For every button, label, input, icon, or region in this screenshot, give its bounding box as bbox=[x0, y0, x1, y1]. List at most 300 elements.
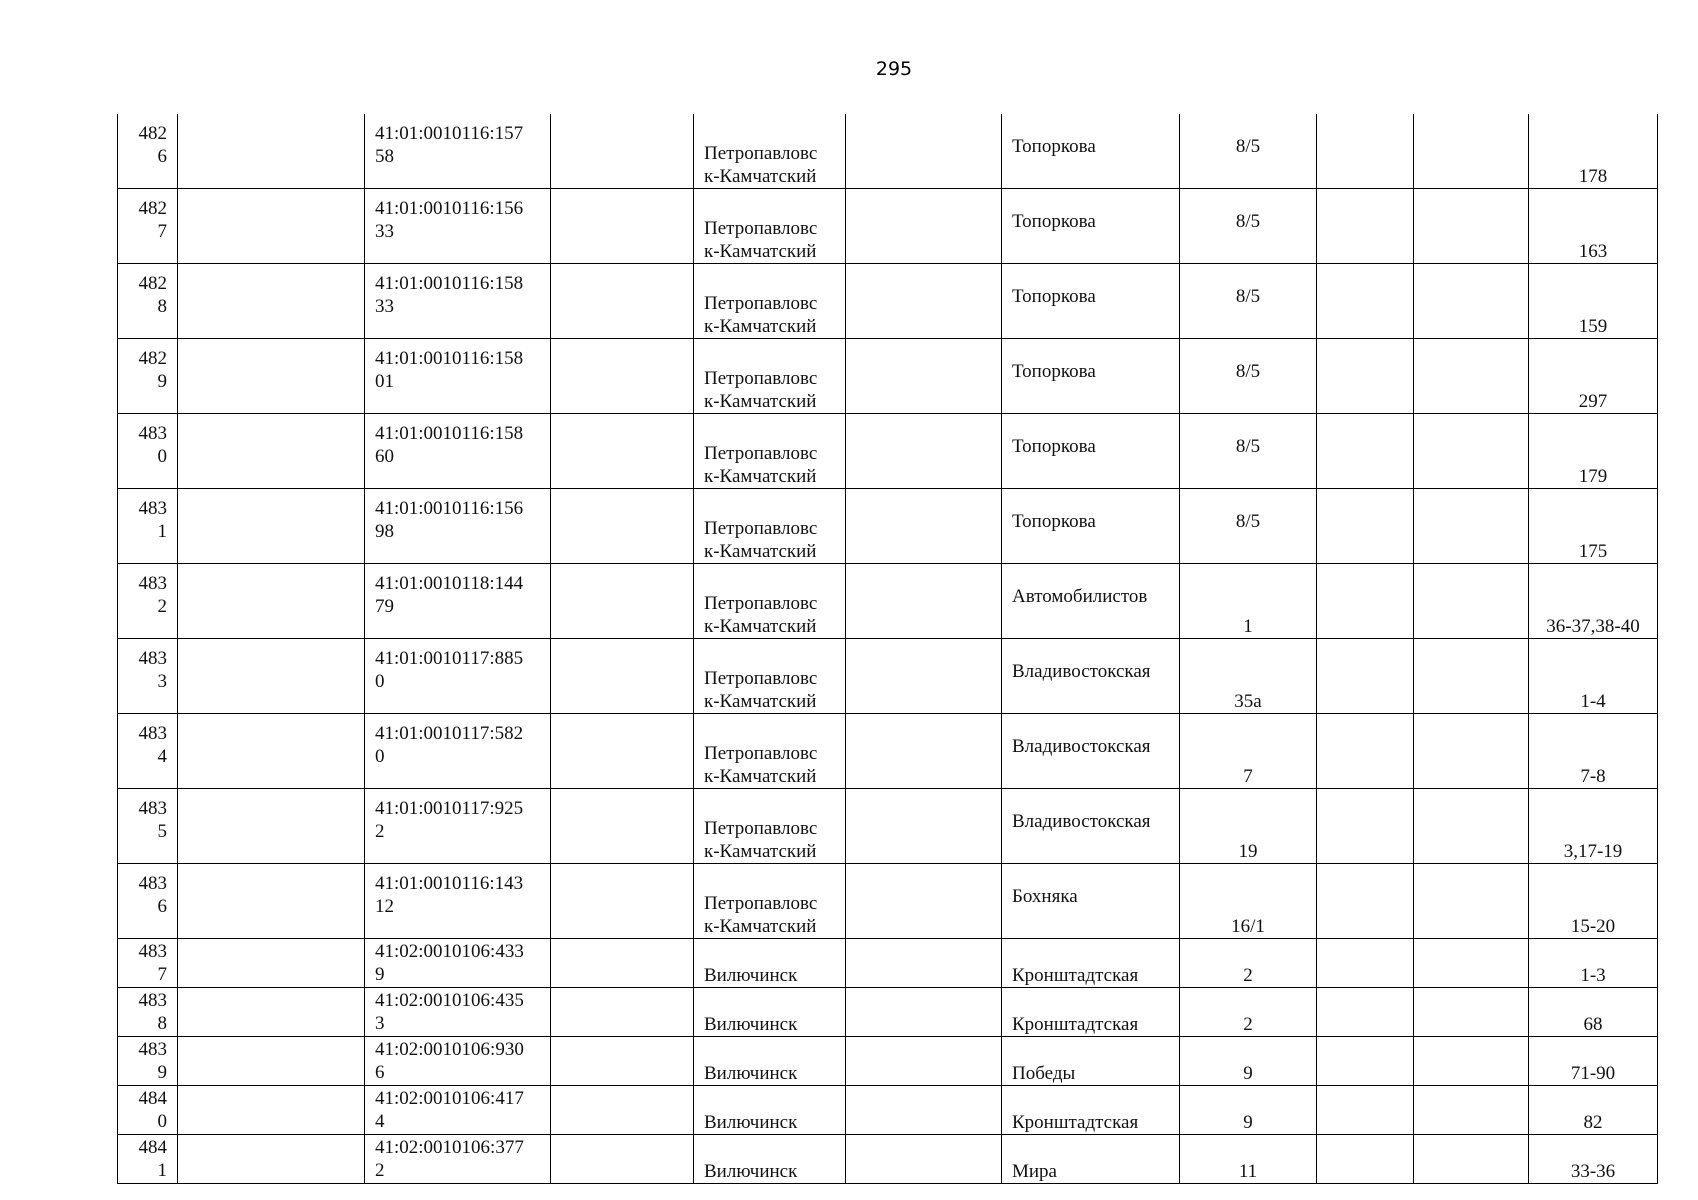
empty-cell bbox=[1317, 639, 1414, 714]
street-cell bbox=[1002, 639, 1180, 714]
row-number-cell bbox=[118, 714, 178, 789]
row-number-line: 1 bbox=[157, 1160, 167, 1181]
empty-cell bbox=[178, 1086, 365, 1135]
street-text: Топоркова bbox=[1012, 285, 1096, 307]
city-line: к-Камчатский bbox=[704, 391, 817, 412]
empty-cell bbox=[178, 489, 365, 564]
apartment-text: 68 bbox=[1583, 1014, 1603, 1035]
city-line: Петропавловс bbox=[704, 893, 818, 914]
street-cell bbox=[1002, 714, 1180, 789]
house-text: 8/5 bbox=[1235, 510, 1261, 532]
city-cell bbox=[694, 564, 846, 639]
city-line: Петропавловс bbox=[704, 368, 818, 389]
row-number-line: 9 bbox=[157, 1062, 167, 1083]
row-number-cell bbox=[118, 864, 178, 939]
apartment-text: 3,17-19 bbox=[1563, 841, 1623, 862]
city-cell bbox=[694, 189, 846, 264]
street-text: Кронштадтская bbox=[1012, 1014, 1139, 1035]
cadastral-number-cell bbox=[365, 714, 551, 789]
empty-cell bbox=[846, 564, 1002, 639]
row-number-cell bbox=[118, 189, 178, 264]
empty-cell bbox=[1317, 414, 1414, 489]
apartment-cell bbox=[1529, 189, 1658, 264]
apartment-cell bbox=[1529, 339, 1658, 414]
street-text: Владивостокская bbox=[1012, 660, 1151, 682]
empty-cell bbox=[178, 414, 365, 489]
table-row bbox=[118, 1086, 1658, 1135]
empty-cell bbox=[551, 114, 694, 189]
row-number-line: 482 bbox=[138, 273, 167, 294]
street-text: Кронштадтская bbox=[1012, 965, 1139, 986]
table-row bbox=[118, 639, 1658, 714]
empty-cell bbox=[1414, 939, 1529, 988]
empty-cell bbox=[551, 789, 694, 864]
house-text: 2 bbox=[1243, 965, 1253, 986]
row-number-line: 7 bbox=[157, 964, 167, 985]
row-number-cell bbox=[118, 1135, 178, 1184]
city-cell bbox=[694, 1086, 846, 1135]
cadastral-number-line: 41:02:0010106:435 bbox=[375, 990, 524, 1011]
cadastral-number-line: 98 bbox=[375, 521, 394, 542]
row-number-cell bbox=[118, 339, 178, 414]
empty-cell bbox=[1414, 114, 1529, 189]
apartment-cell bbox=[1529, 1037, 1658, 1086]
cadastral-number-cell bbox=[365, 1037, 551, 1086]
city-cell bbox=[694, 714, 846, 789]
row-number-line: 2 bbox=[157, 596, 167, 617]
street-cell bbox=[1002, 1135, 1180, 1184]
empty-cell bbox=[1414, 714, 1529, 789]
row-number-line: 483 bbox=[138, 941, 167, 962]
house-cell bbox=[1180, 939, 1317, 988]
city-cell bbox=[694, 789, 846, 864]
row-number-line: 8 bbox=[157, 296, 167, 317]
empty-cell bbox=[551, 264, 694, 339]
row-number-line: 9 bbox=[157, 371, 167, 392]
cadastral-number-line: 6 bbox=[375, 1062, 385, 1083]
city-line: Петропавловс bbox=[704, 743, 818, 764]
city-cell bbox=[694, 864, 846, 939]
house-text: 8/5 bbox=[1235, 360, 1261, 382]
city-line: Петропавловс bbox=[704, 218, 818, 239]
city-line: к-Камчатский bbox=[704, 166, 817, 187]
apartment-cell bbox=[1529, 1135, 1658, 1184]
house-cell bbox=[1180, 564, 1317, 639]
row-number-line: 7 bbox=[157, 221, 167, 242]
street-text: Мира bbox=[1012, 1161, 1057, 1182]
cadastral-number-cell bbox=[365, 639, 551, 714]
row-number-cell bbox=[118, 564, 178, 639]
city-line: к-Камчатский bbox=[704, 916, 817, 937]
apartment-text: 36-37,38-40 bbox=[1546, 616, 1640, 637]
registry-table bbox=[117, 114, 1658, 1184]
city-line: Петропавловс bbox=[704, 293, 818, 314]
row-number-line: 483 bbox=[138, 723, 167, 744]
cadastral-number-line: 41:01:0010117:582 bbox=[375, 723, 524, 744]
apartment-cell bbox=[1529, 1086, 1658, 1135]
cadastral-number-cell bbox=[365, 564, 551, 639]
apartment-text: 15-20 bbox=[1570, 916, 1616, 937]
cadastral-number-cell bbox=[365, 339, 551, 414]
street-cell bbox=[1002, 1037, 1180, 1086]
row-number-line: 1 bbox=[157, 521, 167, 542]
empty-cell bbox=[178, 1037, 365, 1086]
city-cell bbox=[694, 489, 846, 564]
house-cell bbox=[1180, 264, 1317, 339]
street-cell bbox=[1002, 1086, 1180, 1135]
empty-cell bbox=[178, 264, 365, 339]
empty-cell bbox=[178, 714, 365, 789]
row-number-cell bbox=[118, 414, 178, 489]
empty-cell bbox=[551, 564, 694, 639]
empty-cell bbox=[551, 189, 694, 264]
empty-cell bbox=[1414, 414, 1529, 489]
city-line: Вилючинск bbox=[704, 1161, 798, 1182]
city-line: к-Камчатский bbox=[704, 316, 817, 337]
apartment-text: 175 bbox=[1578, 541, 1608, 562]
house-text: 11 bbox=[1238, 1161, 1258, 1182]
row-number-line: 5 bbox=[157, 821, 167, 842]
empty-cell bbox=[551, 489, 694, 564]
apartment-text: 179 bbox=[1578, 466, 1608, 487]
row-number-line: 483 bbox=[138, 498, 167, 519]
city-cell bbox=[694, 1135, 846, 1184]
city-line: Петропавловс bbox=[704, 443, 818, 464]
table-row bbox=[118, 564, 1658, 639]
cadastral-number-line: 9 bbox=[375, 964, 385, 985]
row-number-cell bbox=[118, 1037, 178, 1086]
street-cell bbox=[1002, 864, 1180, 939]
table-row bbox=[118, 114, 1658, 189]
city-line: Вилючинск bbox=[704, 1063, 798, 1084]
city-line: к-Камчатский bbox=[704, 766, 817, 787]
city-line: Петропавловс bbox=[704, 143, 818, 164]
cadastral-number-cell bbox=[365, 1086, 551, 1135]
cadastral-number-line: 2 bbox=[375, 1160, 385, 1181]
row-number-cell bbox=[118, 1086, 178, 1135]
house-cell bbox=[1180, 1135, 1317, 1184]
street-text: Владивостокская bbox=[1012, 810, 1151, 832]
house-cell bbox=[1180, 988, 1317, 1037]
street-cell bbox=[1002, 789, 1180, 864]
empty-cell bbox=[846, 489, 1002, 564]
empty-cell bbox=[1414, 1086, 1529, 1135]
house-cell bbox=[1180, 189, 1317, 264]
cadastral-number-line: 41:01:0010117:885 bbox=[375, 648, 524, 669]
house-cell bbox=[1180, 639, 1317, 714]
house-text: 8/5 bbox=[1235, 135, 1261, 157]
empty-cell bbox=[846, 939, 1002, 988]
row-number-line: 483 bbox=[138, 1039, 167, 1060]
cadastral-number-line: 4 bbox=[375, 1111, 385, 1132]
empty-cell bbox=[1317, 189, 1414, 264]
empty-cell bbox=[846, 714, 1002, 789]
empty-cell bbox=[846, 1037, 1002, 1086]
empty-cell bbox=[1414, 639, 1529, 714]
empty-cell bbox=[178, 564, 365, 639]
cadastral-number-line: 0 bbox=[375, 746, 385, 767]
cadastral-number-line: 60 bbox=[375, 446, 394, 467]
row-number-line: 6 bbox=[157, 146, 167, 167]
city-line: Петропавловс bbox=[704, 818, 818, 839]
empty-cell bbox=[551, 864, 694, 939]
cadastral-number-line: 41:01:0010117:925 bbox=[375, 798, 524, 819]
cadastral-number-line: 41:01:0010116:157 bbox=[375, 123, 524, 144]
house-cell bbox=[1180, 1086, 1317, 1135]
city-line: Петропавловс bbox=[704, 518, 818, 539]
house-text: 19 bbox=[1238, 841, 1258, 862]
cadastral-number-cell bbox=[365, 189, 551, 264]
row-number-line: 0 bbox=[157, 446, 167, 467]
apartment-text: 82 bbox=[1583, 1112, 1603, 1133]
empty-cell bbox=[1317, 1086, 1414, 1135]
apartment-text: 163 bbox=[1578, 241, 1608, 262]
empty-cell bbox=[846, 789, 1002, 864]
empty-cell bbox=[1414, 564, 1529, 639]
apartment-text: 297 bbox=[1578, 391, 1608, 412]
empty-cell bbox=[551, 1135, 694, 1184]
street-cell bbox=[1002, 939, 1180, 988]
row-number-line: 0 bbox=[157, 1111, 167, 1132]
house-cell bbox=[1180, 114, 1317, 189]
empty-cell bbox=[1317, 939, 1414, 988]
table-row bbox=[118, 789, 1658, 864]
empty-cell bbox=[178, 939, 365, 988]
empty-cell bbox=[1317, 1037, 1414, 1086]
apartment-cell bbox=[1529, 939, 1658, 988]
empty-cell bbox=[1414, 189, 1529, 264]
house-cell bbox=[1180, 339, 1317, 414]
row-number-line: 3 bbox=[157, 671, 167, 692]
street-text: Автомобилистов bbox=[1012, 585, 1148, 607]
empty-cell bbox=[551, 939, 694, 988]
cadastral-number-line: 41:01:0010116:158 bbox=[375, 348, 524, 369]
cadastral-number-line: 33 bbox=[375, 221, 394, 242]
city-cell bbox=[694, 639, 846, 714]
empty-cell bbox=[1414, 1037, 1529, 1086]
city-line: к-Камчатский bbox=[704, 541, 817, 562]
empty-cell bbox=[846, 1086, 1002, 1135]
street-cell bbox=[1002, 339, 1180, 414]
row-number-cell bbox=[118, 639, 178, 714]
table-row bbox=[118, 1135, 1658, 1184]
city-line: Вилючинск bbox=[704, 965, 798, 986]
house-cell bbox=[1180, 489, 1317, 564]
row-number-cell bbox=[118, 988, 178, 1037]
cadastral-number-line: 41:02:0010106:433 bbox=[375, 941, 524, 962]
cadastral-number-line: 01 bbox=[375, 371, 394, 392]
apartment-cell bbox=[1529, 264, 1658, 339]
empty-cell bbox=[178, 339, 365, 414]
cadastral-number-cell bbox=[365, 264, 551, 339]
empty-cell bbox=[1414, 789, 1529, 864]
row-number-cell bbox=[118, 264, 178, 339]
street-text: Топоркова bbox=[1012, 210, 1096, 232]
cadastral-number-line: 41:02:0010106:377 bbox=[375, 1137, 524, 1158]
row-number-line: 484 bbox=[138, 1137, 167, 1158]
city-cell bbox=[694, 939, 846, 988]
city-cell bbox=[694, 988, 846, 1037]
street-cell bbox=[1002, 489, 1180, 564]
empty-cell bbox=[178, 1135, 365, 1184]
city-cell bbox=[694, 264, 846, 339]
empty-cell bbox=[1414, 988, 1529, 1037]
apartment-text: 33-36 bbox=[1570, 1161, 1616, 1182]
house-text: 2 bbox=[1243, 1014, 1253, 1035]
row-number-line: 482 bbox=[138, 348, 167, 369]
apartment-cell bbox=[1529, 988, 1658, 1037]
cadastral-number-cell bbox=[365, 489, 551, 564]
street-cell bbox=[1002, 564, 1180, 639]
street-text: Победы bbox=[1012, 1063, 1076, 1084]
apartment-cell bbox=[1529, 114, 1658, 189]
apartment-text: 7-8 bbox=[1580, 766, 1606, 787]
table-row bbox=[118, 988, 1658, 1037]
table-row bbox=[118, 1037, 1658, 1086]
house-text: 16/1 bbox=[1231, 916, 1265, 937]
row-number-line: 483 bbox=[138, 573, 167, 594]
street-cell bbox=[1002, 189, 1180, 264]
cadastral-number-line: 79 bbox=[375, 596, 394, 617]
row-number-line: 6 bbox=[157, 896, 167, 917]
city-cell bbox=[694, 414, 846, 489]
empty-cell bbox=[178, 639, 365, 714]
cadastral-number-line: 3 bbox=[375, 1013, 385, 1034]
city-line: к-Камчатский bbox=[704, 466, 817, 487]
empty-cell bbox=[846, 264, 1002, 339]
table-row bbox=[118, 939, 1658, 988]
city-cell bbox=[694, 1037, 846, 1086]
apartment-cell bbox=[1529, 864, 1658, 939]
empty-cell bbox=[178, 988, 365, 1037]
cadastral-number-cell bbox=[365, 864, 551, 939]
street-text: Топоркова bbox=[1012, 135, 1096, 157]
empty-cell bbox=[846, 639, 1002, 714]
row-number-line: 483 bbox=[138, 648, 167, 669]
empty-cell bbox=[551, 339, 694, 414]
empty-cell bbox=[1317, 1135, 1414, 1184]
row-number-cell bbox=[118, 114, 178, 189]
row-number-line: 8 bbox=[157, 1013, 167, 1034]
house-cell bbox=[1180, 1037, 1317, 1086]
apartment-cell bbox=[1529, 639, 1658, 714]
apartment-cell bbox=[1529, 789, 1658, 864]
apartment-cell bbox=[1529, 564, 1658, 639]
row-number-cell bbox=[118, 789, 178, 864]
table-row bbox=[118, 714, 1658, 789]
empty-cell bbox=[1414, 339, 1529, 414]
empty-cell bbox=[178, 189, 365, 264]
street-cell bbox=[1002, 414, 1180, 489]
street-text: Бохняка bbox=[1012, 885, 1078, 907]
empty-cell bbox=[551, 1086, 694, 1135]
city-line: Петропавловс bbox=[704, 593, 818, 614]
table-row bbox=[118, 189, 1658, 264]
street-text: Владивостокская bbox=[1012, 735, 1151, 757]
table-row bbox=[118, 339, 1658, 414]
row-number-line: 483 bbox=[138, 990, 167, 1011]
table-row bbox=[118, 864, 1658, 939]
cadastral-number-line: 2 bbox=[375, 821, 385, 842]
street-text: Топоркова bbox=[1012, 510, 1096, 532]
empty-cell bbox=[1317, 114, 1414, 189]
house-cell bbox=[1180, 414, 1317, 489]
house-text: 35а bbox=[1234, 691, 1262, 712]
row-number-line: 483 bbox=[138, 873, 167, 894]
cadastral-number-line: 41:01:0010116:156 bbox=[375, 498, 524, 519]
cadastral-number-line: 41:01:0010118:144 bbox=[375, 573, 524, 594]
street-cell bbox=[1002, 264, 1180, 339]
cadastral-number-cell bbox=[365, 939, 551, 988]
row-number-line: 483 bbox=[138, 798, 167, 819]
house-cell bbox=[1180, 864, 1317, 939]
cadastral-number-line: 58 bbox=[375, 146, 394, 167]
empty-cell bbox=[551, 414, 694, 489]
empty-cell bbox=[846, 339, 1002, 414]
city-line: Вилючинск bbox=[704, 1014, 798, 1035]
empty-cell bbox=[1317, 864, 1414, 939]
apartment-text: 1-4 bbox=[1580, 691, 1606, 712]
empty-cell bbox=[1414, 264, 1529, 339]
house-text: 8/5 bbox=[1235, 210, 1261, 232]
street-text: Кронштадтская bbox=[1012, 1112, 1139, 1133]
table-row bbox=[118, 489, 1658, 564]
house-text: 8/5 bbox=[1235, 285, 1261, 307]
cadastral-number-line: 33 bbox=[375, 296, 394, 317]
house-text: 1 bbox=[1243, 616, 1253, 637]
cadastral-number-cell bbox=[365, 1135, 551, 1184]
empty-cell bbox=[551, 988, 694, 1037]
street-text: Топоркова bbox=[1012, 435, 1096, 457]
empty-cell bbox=[1317, 789, 1414, 864]
empty-cell bbox=[1317, 564, 1414, 639]
city-line: к-Камчатский bbox=[704, 691, 817, 712]
cadastral-number-line: 41:01:0010116:158 bbox=[375, 423, 524, 444]
street-cell bbox=[1002, 114, 1180, 189]
cadastral-number-line: 41:01:0010116:156 bbox=[375, 198, 524, 219]
cadastral-number-line: 41:02:0010106:930 bbox=[375, 1039, 524, 1060]
empty-cell bbox=[1317, 714, 1414, 789]
empty-cell bbox=[178, 114, 365, 189]
row-number-line: 482 bbox=[138, 198, 167, 219]
empty-cell bbox=[846, 864, 1002, 939]
empty-cell bbox=[1414, 1135, 1529, 1184]
empty-cell bbox=[846, 189, 1002, 264]
empty-cell bbox=[551, 714, 694, 789]
empty-cell bbox=[846, 988, 1002, 1037]
cadastral-number-cell bbox=[365, 114, 551, 189]
cadastral-number-cell bbox=[365, 789, 551, 864]
table-row bbox=[118, 264, 1658, 339]
empty-cell bbox=[551, 1037, 694, 1086]
city-line: к-Камчатский bbox=[704, 841, 817, 862]
row-number-cell bbox=[118, 939, 178, 988]
city-line: к-Камчатский bbox=[704, 616, 817, 637]
empty-cell bbox=[1317, 988, 1414, 1037]
city-line: к-Камчатский bbox=[704, 241, 817, 262]
row-number-line: 4 bbox=[157, 746, 167, 767]
page-number: 295 bbox=[875, 58, 913, 80]
house-text: 8/5 bbox=[1235, 435, 1261, 457]
cadastral-number-line: 12 bbox=[375, 896, 394, 917]
empty-cell bbox=[846, 1135, 1002, 1184]
cadastral-number-line: 41:01:0010116:143 bbox=[375, 873, 524, 894]
house-cell bbox=[1180, 789, 1317, 864]
cadastral-number-line: 0 bbox=[375, 671, 385, 692]
apartment-text: 1-3 bbox=[1580, 965, 1606, 986]
row-number-line: 484 bbox=[138, 1088, 167, 1109]
empty-cell bbox=[846, 414, 1002, 489]
